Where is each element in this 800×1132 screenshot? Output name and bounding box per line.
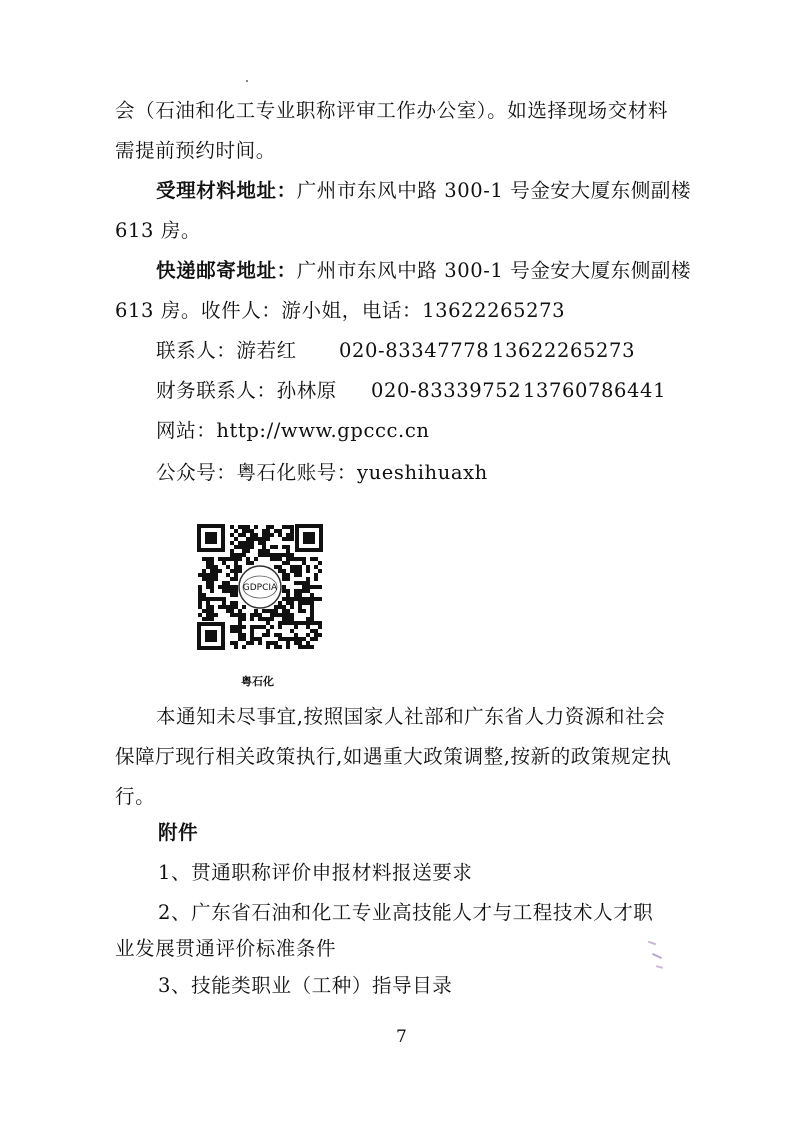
contact-line: [156, 341, 297, 361]
mail-address-value: 广州市东风中路 300-1 号金安大厦东侧副楼: [296, 259, 692, 282]
mail-address-line: [156, 261, 691, 281]
scan-mark: [652, 953, 662, 959]
finder-pattern-bottom-left: [197, 622, 225, 650]
paragraph-line: 会（石油和化工专业职称评审工作办公室）。如选择现场交材料: [115, 99, 669, 122]
finance-name: 孙林原: [276, 379, 337, 402]
finder-pattern-top-right: [295, 524, 323, 552]
website-label: 网站：: [156, 419, 217, 442]
finance-mobile: 13760786441: [523, 379, 667, 402]
notice-line: 行。: [115, 785, 156, 808]
accept-address-line2: 613 房。: [115, 219, 202, 242]
notice-line: 本通知未尽事宜,按照国家人社部和广东省人力资源和社会: [156, 705, 666, 728]
scan-mark: [656, 965, 663, 969]
scan-mark: [648, 941, 656, 946]
notice-line: 保障厅现行相关政策执行,如遇重大政策调整,按新的政策规定执: [115, 745, 672, 768]
contact-tel: 020-83347778: [339, 339, 490, 362]
attachment-item-2: 2、广东省石油和化工专业高技能人才与工程技术人才职: [158, 901, 654, 924]
website-line: [156, 421, 430, 441]
attachment-item-2-cont: 业发展贯通评价标准条件: [115, 937, 337, 960]
accept-address-label: 受理材料地址：: [156, 179, 297, 202]
wechat-line: [156, 463, 488, 483]
contact-mobile: 13622265273: [492, 339, 636, 362]
website-link[interactable]: http://www.gpccc.cn: [216, 419, 430, 442]
attachment-item-1: 1、贯通职称评价申报材料报送要求: [158, 861, 473, 884]
accept-address-line: [156, 181, 691, 201]
finance-contact-line: [156, 381, 337, 401]
contact-label: 联系人：: [156, 339, 237, 362]
attachment-item-3: 3、技能类职业（工种）指导目录: [158, 974, 453, 997]
finance-tel: 020-83339752: [371, 379, 522, 402]
qr-code-image: [195, 522, 325, 652]
scan-dot: [246, 80, 248, 82]
finance-label: 财务联系人：: [156, 379, 277, 402]
accept-address-value: 广州市东风中路 300-1 号金安大厦东侧副楼: [296, 179, 692, 202]
qr-center-text: GDPCIA: [242, 583, 278, 593]
paragraph-line: 需提前预约时间。: [115, 139, 276, 162]
contact-name: 游若红: [236, 339, 297, 362]
attachments-heading: 附件: [158, 821, 199, 844]
mail-address-label: 快递邮寄地址：: [156, 259, 297, 282]
finder-pattern-top-left: [197, 524, 225, 552]
wechat-label: 公众号：粤石化账号：: [156, 461, 358, 484]
mail-address-line2: 613 房。收件人：游小姐，电话：13622265273: [115, 299, 566, 322]
page-number: 7: [396, 1027, 407, 1047]
wechat-account: yueshihuaxh: [357, 461, 488, 484]
qr-caption: 粤石化: [241, 675, 274, 688]
